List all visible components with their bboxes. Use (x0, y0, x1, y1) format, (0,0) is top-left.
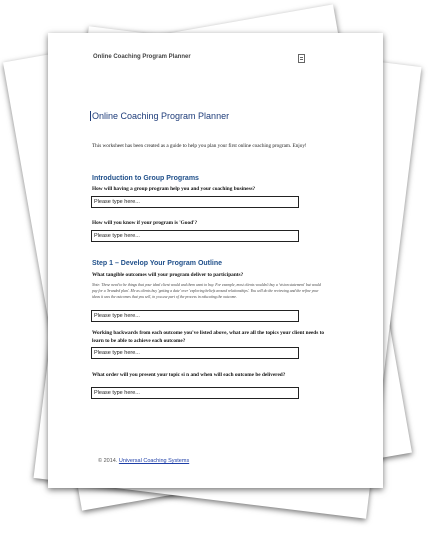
section-heading-step1: Step 1 – Develop Your Program Outline (92, 260, 223, 267)
footer-copyright: © 2014. (98, 458, 118, 464)
section-heading-intro: Introduction to Group Programs (92, 175, 199, 182)
answer-field-4[interactable]: Please type here... (91, 347, 299, 359)
page-title: Online Coaching Program Planner (92, 111, 230, 121)
answer-field-5[interactable]: Please type here... (91, 387, 299, 399)
answer-field-1[interactable]: Please type here... (91, 196, 299, 208)
page-header-title: Online Coaching Program Planner (93, 54, 191, 60)
document-page (48, 33, 383, 488)
footer (98, 458, 189, 464)
intro-text: This worksheet has been created as a guide to help you plan your first online coaching program. Enjoy! (92, 143, 307, 149)
answer-field-2[interactable]: Please type here... (91, 230, 299, 242)
question-2: How will you know if your program is 'Good'? (92, 220, 198, 226)
document-icon (298, 54, 305, 63)
question-3: What tangible outcomes will your program deliver to participants? (92, 272, 244, 278)
answer-field-3[interactable]: Please type here... (91, 310, 299, 322)
question-1: How will having a group program help you and your coaching business? (92, 186, 256, 192)
question-4: Working backwards from each outcome you've listed above, what are all the topics your client needs to learn to be able to achieve each outcome? (92, 330, 325, 344)
question-5: What order will you present your topic si n and when will each outcome be delivered? (92, 372, 286, 378)
footer-link[interactable]: Universal Coaching Systems (118, 458, 190, 464)
note-text: Note: These need to be things that your ideal client would and them want to buy. For example, most clients wouldn't buy a 'vision statement' but would pay for a 'branded plan'. Me as clients buy 'getting a date' over 'exploring beliefs around relationships'. You will do the reviewing and the refine your ideas it was the outcomes that you sell, in you use part of the process in educating the outcome. (92, 283, 321, 299)
